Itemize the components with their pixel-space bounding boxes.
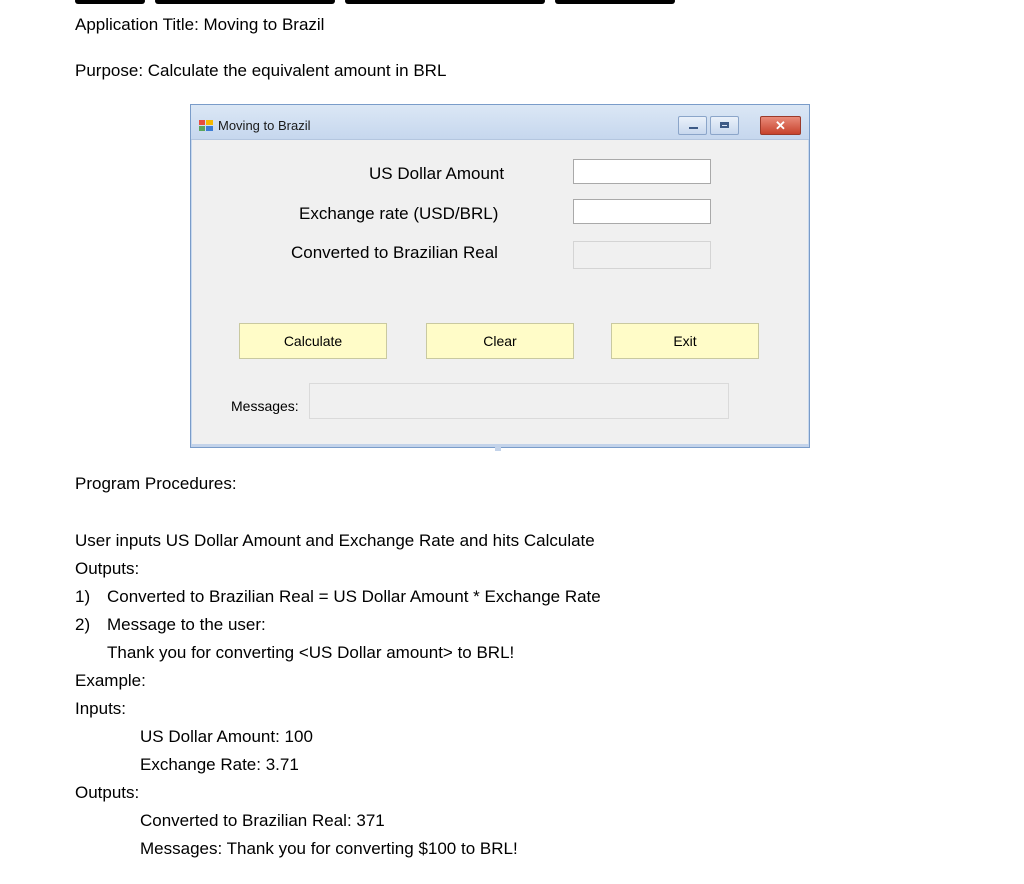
close-button[interactable]: [760, 116, 801, 135]
output-item-1: [75, 587, 601, 607]
converted-brl-label: Converted to Brazilian Real: [291, 243, 498, 262]
close-icon: ✕: [775, 118, 786, 133]
maximize-button[interactable]: [710, 116, 739, 135]
outputs-heading-example: Outputs:: [75, 783, 140, 802]
message-template: Thank you for converting <US Dollar amount> to BRL!: [107, 643, 515, 662]
app-icon: [199, 120, 215, 132]
cropped-heading-fragment: [75, 0, 685, 4]
exchange-rate-input[interactable]: [573, 199, 711, 224]
procedures-heading: Program Procedures:: [75, 474, 237, 493]
output-item-number: 2): [75, 615, 91, 634]
output-item-text: Message to the user:: [107, 615, 266, 634]
example-input-usd: US Dollar Amount: 100: [140, 727, 313, 746]
messages-output: [309, 383, 729, 419]
calculate-button[interactable]: Calculate: [239, 323, 387, 359]
moving-to-brazil-window: [190, 104, 810, 448]
procedure-intro: User inputs US Dollar Amount and Exchange Rate and hits Calculate: [75, 531, 595, 550]
minimize-icon: [689, 127, 698, 129]
exit-button[interactable]: Exit: [611, 323, 759, 359]
exchange-rate-label: Exchange rate (USD/BRL): [299, 204, 499, 223]
maximize-icon: [720, 122, 729, 128]
clear-button[interactable]: Clear: [426, 323, 574, 359]
example-output-message: Messages: Thank you for converting $100 to BRL!: [140, 839, 518, 858]
output-item-text: Converted to Brazilian Real = US Dollar Amount * Exchange Rate: [107, 587, 601, 606]
window-title: Moving to Brazil: [218, 118, 311, 133]
purpose-line: Purpose: Calculate the equivalent amount in BRL: [75, 61, 447, 80]
example-input-rate: Exchange Rate: 3.71: [140, 755, 299, 774]
usd-amount-input[interactable]: [573, 159, 711, 184]
example-output-brl: Converted to Brazilian Real: 371: [140, 811, 385, 830]
resize-handle[interactable]: [495, 447, 501, 451]
app-title-line: Application Title: Moving to Brazil: [75, 15, 325, 34]
outputs-heading: Outputs:: [75, 559, 140, 578]
converted-brl-output: [573, 241, 711, 269]
example-heading: Example:: [75, 671, 146, 690]
window-titlebar[interactable]: [191, 105, 809, 140]
output-item-2: [75, 615, 266, 635]
output-item-number: 1): [75, 587, 91, 606]
inputs-heading: Inputs:: [75, 699, 127, 718]
minimize-button[interactable]: [678, 116, 707, 135]
messages-label: Messages:: [231, 398, 299, 414]
usd-amount-label: US Dollar Amount: [369, 164, 505, 183]
